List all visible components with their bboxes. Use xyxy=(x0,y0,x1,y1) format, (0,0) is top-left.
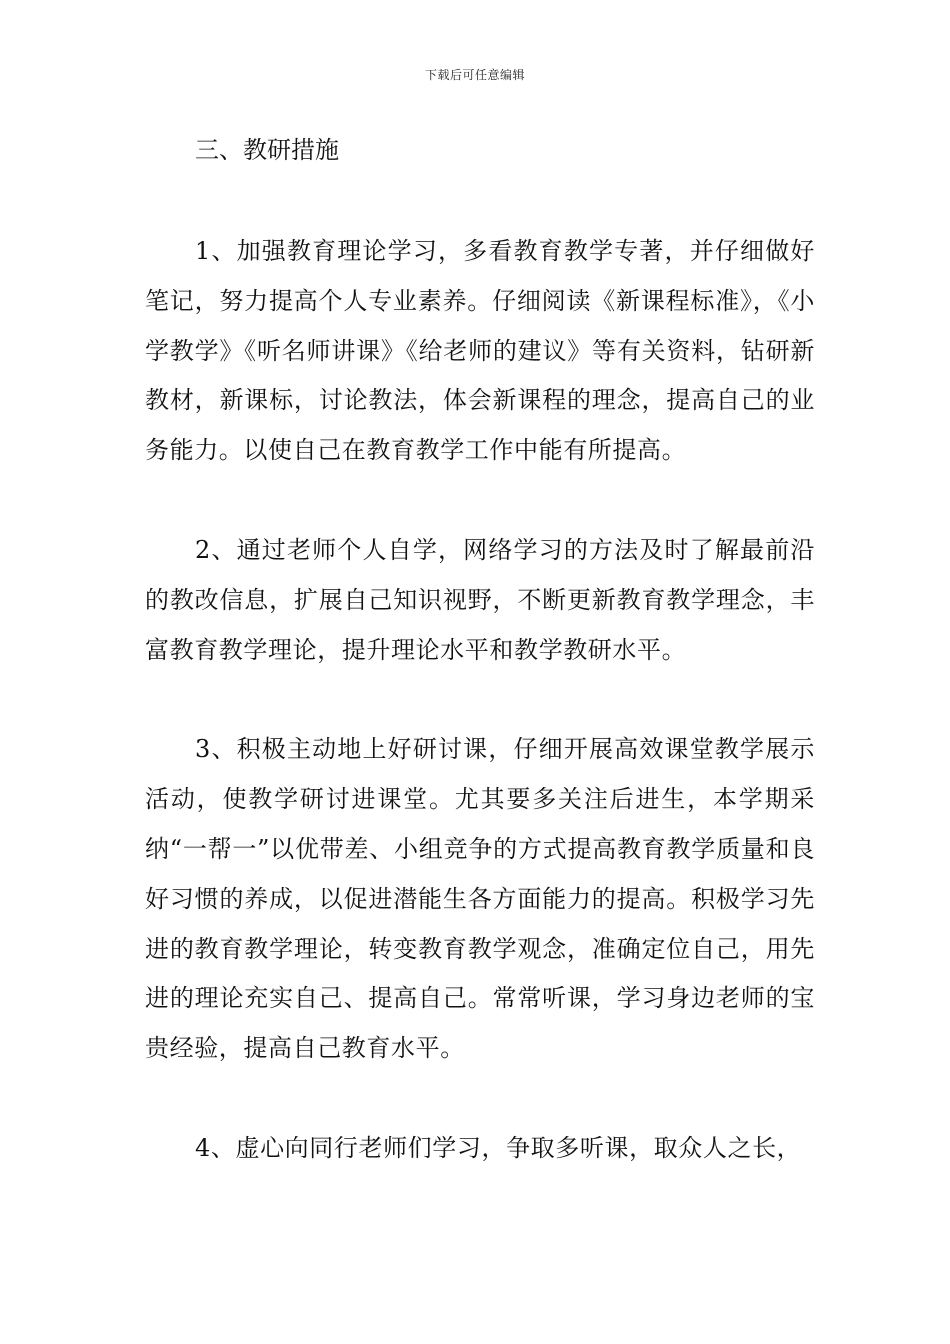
paragraph-3: 3、积极主动地上好研讨课，仔细开展高效课堂教学展示活动，使教学研讨进课堂。尤其要多关注后进生，本学期采纳“一帮一”以优带差、小组竞争的方式提高教育教学质量和良好习惯的养成，以促进潜能生各方面能力的提高。积极学习先进的教育教学理论，转变教育教学观念，准确定位自己，用先进的理论充实自己、提高自己。常常听课，学习身边老师的宝贵经验，提高自己教育水平。 xyxy=(145,735,815,1063)
header-note: 下载后可任意编辑 xyxy=(424,68,525,82)
spacer xyxy=(145,1074,815,1124)
spacer xyxy=(145,675,815,725)
paragraph-1: 1、加强教育理论学习，多看教育教学专著，并仔细做好笔记，努力提高个人专业素养。仔细阅读《新课程标准》，《小学教学》《听名师讲课》《给老师的建议》等有关资料，钻研新教材，新课标，讨论教法，体会新课程的理念，提高自己的业务能力。以使自己在教育教学工作中能有所提高。 xyxy=(145,237,815,465)
spacer xyxy=(145,476,815,526)
paragraph-2: 2、通过老师个人自学，网络学习的方法及时了解最前沿的教改信息，扩展自己知识视野，不断更新教育教学理念，丰富教育教学理论，提升理论水平和教学教研水平。 xyxy=(145,535,815,664)
spacer xyxy=(145,175,815,227)
paragraph-4: 4、虚心向同行老师们学习，争取多听课，取众人之长， xyxy=(195,1133,802,1162)
section-heading: 三、教研措施 xyxy=(195,136,339,164)
document-body xyxy=(145,126,815,1174)
